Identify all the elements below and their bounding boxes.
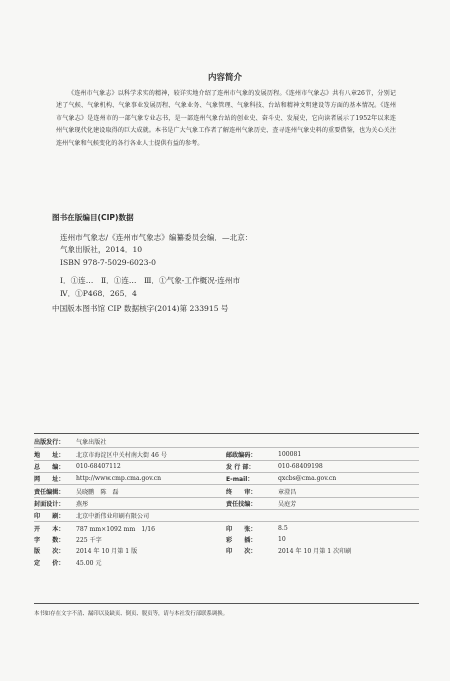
field-value — [278, 436, 419, 448]
divider-line — [34, 433, 419, 434]
field-label: 彩 插： — [226, 536, 257, 544]
field-value: http://www.cmp.cma.gov.cn — [76, 473, 226, 485]
field-value: 787 mm×1092 mm 1/16 — [76, 525, 156, 533]
cip-classification: Ⅰ．①连… Ⅱ．①连… Ⅲ．①气象-工作概况-连州市 — [60, 276, 241, 286]
field-value: 010-68407112 — [76, 460, 226, 472]
field-value: 45.00 元 — [76, 559, 102, 567]
field-label: 定 价： — [34, 559, 65, 567]
field-value: 100081 — [278, 448, 419, 460]
cip-core-data: 中国版本图书馆 CIP 数据核字(2014)第 233915 号 — [52, 304, 229, 313]
field-value: 吴庭芳 — [278, 497, 419, 509]
cip-classification: Ⅳ．①P468．265．4 — [60, 288, 137, 298]
cip-isbn: ISBN 978-7-5029-6023-0 — [60, 257, 156, 267]
publication-row — [34, 448, 419, 460]
cip-line: 气象出版社，2014．10 — [60, 245, 143, 255]
field-label: 出版发行： — [34, 436, 76, 448]
field-label: 封面设计： — [34, 497, 76, 509]
field-label: 字 数： — [34, 536, 65, 544]
publication-row — [34, 460, 419, 472]
field-label: 终 审： — [226, 485, 278, 497]
divider-line — [34, 603, 419, 604]
field-value: 10 — [278, 535, 286, 543]
field-value: 北京市海淀区中关村南大街 46 号 — [76, 448, 226, 460]
field-value: 2014 年 10 月第 1 版 — [76, 548, 138, 556]
field-value — [278, 556, 419, 567]
field-value: 8.5 — [278, 524, 288, 532]
cip-line: 连州市气象志/《连州市气象志》编纂委员会编．—北京： — [60, 233, 253, 242]
field-label: 总 编： — [34, 460, 76, 472]
field-value: 225 千字 — [76, 536, 102, 544]
publication-row — [34, 485, 419, 497]
field-value: 2014 年 10 月第 1 次印刷 — [278, 548, 352, 556]
field-label — [226, 556, 278, 567]
publication-row — [34, 510, 419, 522]
publication-row — [34, 473, 419, 485]
field-label: 发 行 部： — [226, 460, 278, 472]
field-label: 责任技编： — [226, 497, 278, 509]
field-label — [226, 436, 278, 448]
field-value: 燕彤 — [76, 497, 226, 509]
field-label — [226, 510, 278, 522]
publication-row — [34, 522, 419, 534]
publication-row — [34, 436, 419, 448]
field-label: 印 刷： — [34, 510, 76, 522]
summary-paragraph: 《连州市气象志》以科学求实的精神，较详实地介绍了连州市气象的发展历程。《连州市气象志》共有八章26节，分别记述了气候、气象机构、气象事业发展历程、气象业务、气象管理、气象科技、台站和精神文明建设等方面的基本情况。《连州市气象志》是连州市的一部气象专业志书，是一部连州气象台站的创业史、奋斗史、发展史，它向读者展示了1952年以来连州气象现代化建设取得的巨大成就。本书是广大气象工作者了解连州气象历史、查寻连州气象史料的重要借鉴，也为关心关注连州气象和气候变化的各行各业人士提供有益的参考。 — [56, 90, 396, 147]
publication-row — [34, 545, 419, 556]
publication-row — [34, 534, 419, 545]
summary-title: 内容简介 — [207, 73, 242, 83]
field-label: 邮政编码： — [226, 448, 278, 460]
field-value: 010-68409198 — [278, 460, 419, 472]
cip-heading: 图书在版编目(CIP)数据 — [52, 213, 134, 222]
field-label: 地 址： — [34, 448, 76, 460]
publication-row — [34, 556, 419, 567]
field-label: 印 张： — [226, 525, 257, 533]
field-label: 版 次： — [34, 548, 65, 556]
cip-record — [60, 232, 360, 300]
publication-info-table — [34, 436, 419, 568]
field-label: 开 本： — [34, 525, 65, 533]
field-label: 印 次： — [226, 548, 257, 556]
field-label: E-mail： — [226, 473, 278, 485]
summary-text — [56, 88, 396, 150]
replacement-notice: 本书如存在文字不清、漏印以及缺页、倒页、脱页等，请与本社发行部联系调换。 — [34, 611, 229, 617]
field-value — [278, 510, 419, 522]
publication-row — [34, 497, 419, 509]
field-label: 责任编辑： — [34, 485, 76, 497]
field-value: 气象出版社 — [76, 436, 226, 448]
field-value: qxcbs@cma.gov.cn — [278, 473, 419, 485]
field-value: 北京中新伟业印刷有限公司 — [76, 510, 226, 522]
field-label: 网 址： — [34, 473, 76, 485]
field-value: 章澄昌 — [278, 485, 419, 497]
field-value: 吴晓鹏 陈 磊 — [76, 485, 226, 497]
